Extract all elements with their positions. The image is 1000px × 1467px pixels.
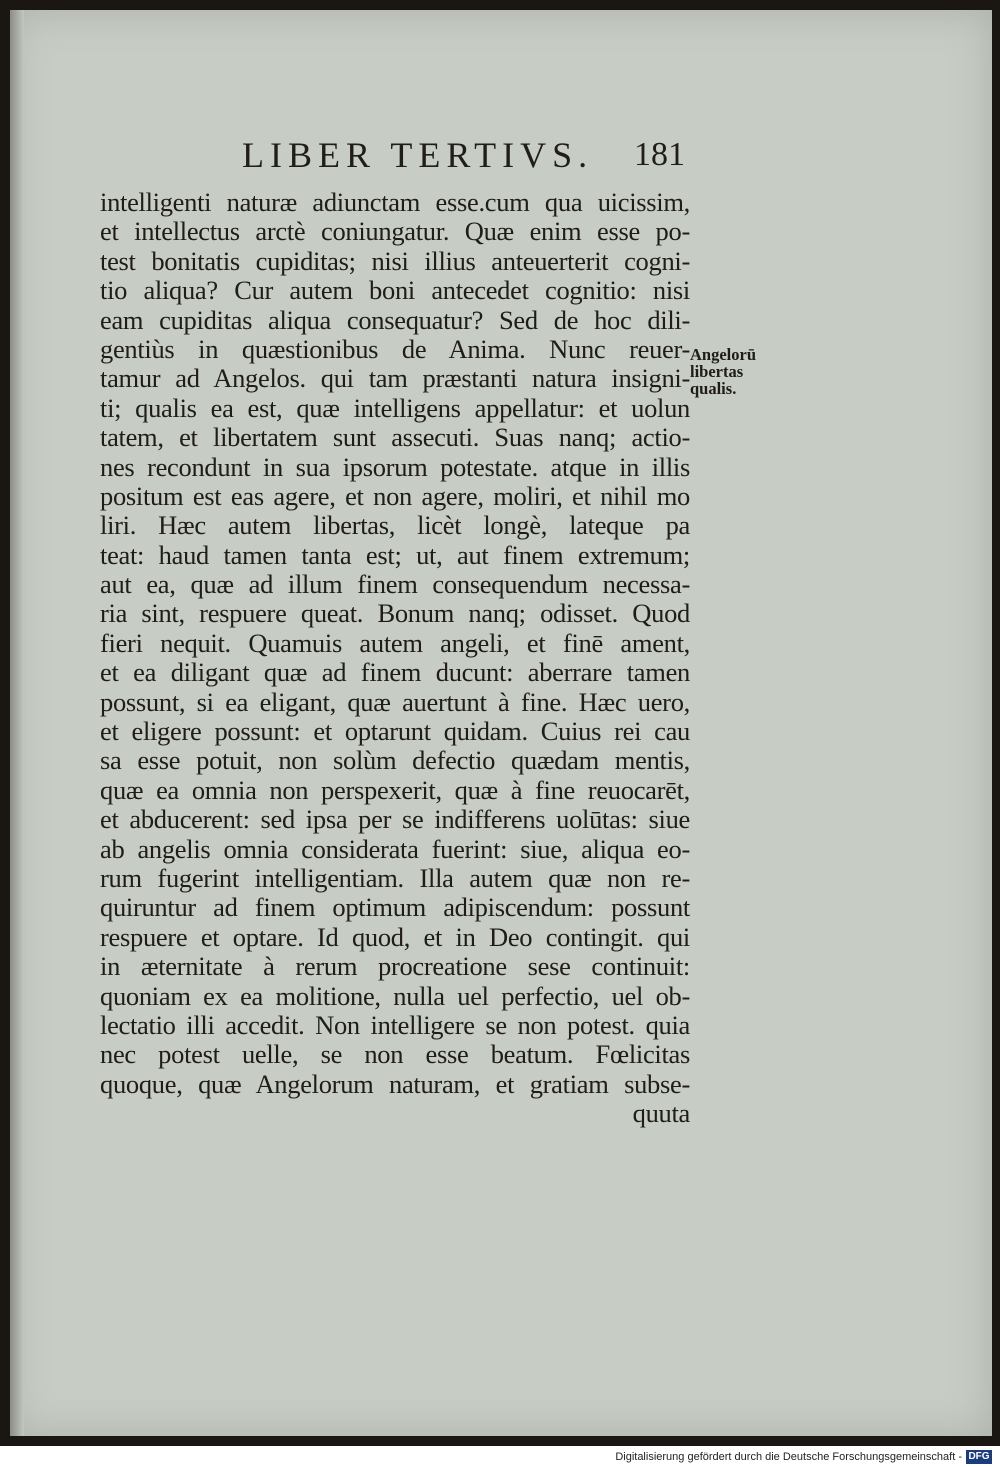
text-line: respuere et optare. Id quod, et in Deo contingit. qui	[100, 921, 690, 952]
text-line: nec potest uelle, se non esse beatum. Fœlicitas	[100, 1039, 690, 1070]
text-line: test bonitatis cupiditas; nisi illius anteuerterit cogni-	[100, 245, 690, 276]
marginal-note-line: libertas	[690, 362, 744, 381]
text-line: gentiùs in quæstionibus de Anima. Nunc reuer-	[100, 333, 690, 364]
text-line: fieri nequit. Quamuis autem angeli, et finē ament,	[100, 627, 690, 658]
funding-note: Digitalisierung gefördert durch die Deutsche Forschungsgemeinschaft -	[615, 1451, 962, 1463]
body-text	[100, 188, 690, 1129]
text-line: tatem, et libertatem sunt assecuti. Suas nanq; actio-	[100, 422, 690, 453]
text-line: ti; qualis ea est, quæ intelligens appellatur: et uolun	[100, 392, 690, 423]
text-line: nes recondunt in sua ipsorum potestate. atque in illis	[100, 451, 690, 482]
text-line: tio aliqua? Cur autem boni antecedet cognitio: nisi	[100, 275, 690, 306]
text-line: liri. Hæc autem libertas, licèt longè, lateque pa	[100, 510, 690, 541]
text-line: ria sint, respuere queat. Bonum nanq; odisset. Quod	[100, 598, 690, 629]
text-line: quiruntur ad finem optimum adipiscendum: possunt	[100, 892, 690, 923]
text-line: in æternitate à rerum procreatione sese continuit:	[100, 951, 690, 982]
text-line: ab angelis omnia considerata fuerint: siue, aliqua eo-	[100, 833, 690, 864]
text-line: aut ea, quæ ad illum finem consequendum necessa-	[100, 569, 690, 600]
text-line: et eligere possunt: et optarunt quidam. Cuius rei cau	[100, 716, 690, 747]
text-line: quoque, quæ Angelorum naturam, et gratiam subse-	[100, 1068, 690, 1099]
text-line: tamur ad Angelos. qui tam præstanti natura insigni-	[100, 363, 690, 394]
text-line: intelligenti naturæ adiunctam esse.cum qua uicissim,	[100, 187, 690, 217]
text-line: et intellectus arctè coniungatur. Quæ enim esse po-	[100, 216, 690, 247]
running-head: LIBER TERTIVS.	[242, 135, 594, 175]
page-gutter-edge	[10, 10, 24, 1436]
marginal-note-line: Angelorū	[690, 345, 756, 364]
text-line: sa esse potuit, non solùm defectio quædam mentis,	[100, 745, 690, 776]
page-number: 181	[634, 136, 685, 173]
text-line: lectatio illi accedit. Non intelligere se non potest. quia	[100, 1009, 690, 1040]
text-line: quuta	[632, 1098, 690, 1129]
text-line: quoniam ex ea molitione, nulla uel perfectio, uel ob-	[100, 980, 690, 1011]
text-line: teat: haud tamen tanta est; ut, aut finem extremum;	[100, 539, 690, 570]
marginal-note-line: qualis.	[690, 379, 737, 398]
text-line: positum est eas agere, et non agere, moliri, et nihil mo	[100, 480, 690, 511]
text-line: possunt, si ea eligant, quæ auertunt à fine. Hæc uero,	[100, 686, 690, 717]
text-line: et ea diligant quæ ad finem ducunt: aberrare tamen	[100, 657, 690, 688]
text-line: et abducerent: sed ipsa per se indifferens uolūtas: siue	[100, 804, 690, 835]
text-line: eam cupiditas aliqua consequatur? Sed de hoc dili-	[100, 304, 690, 335]
text-line: quæ ea omnia non perspexerit, quæ à fine reuocarēt,	[100, 774, 690, 805]
text-line: rum fugerint intelligentiam. Illa autem quæ non re-	[100, 862, 690, 893]
dfg-logo: DFG	[966, 1450, 992, 1464]
marginal-note	[690, 346, 800, 397]
